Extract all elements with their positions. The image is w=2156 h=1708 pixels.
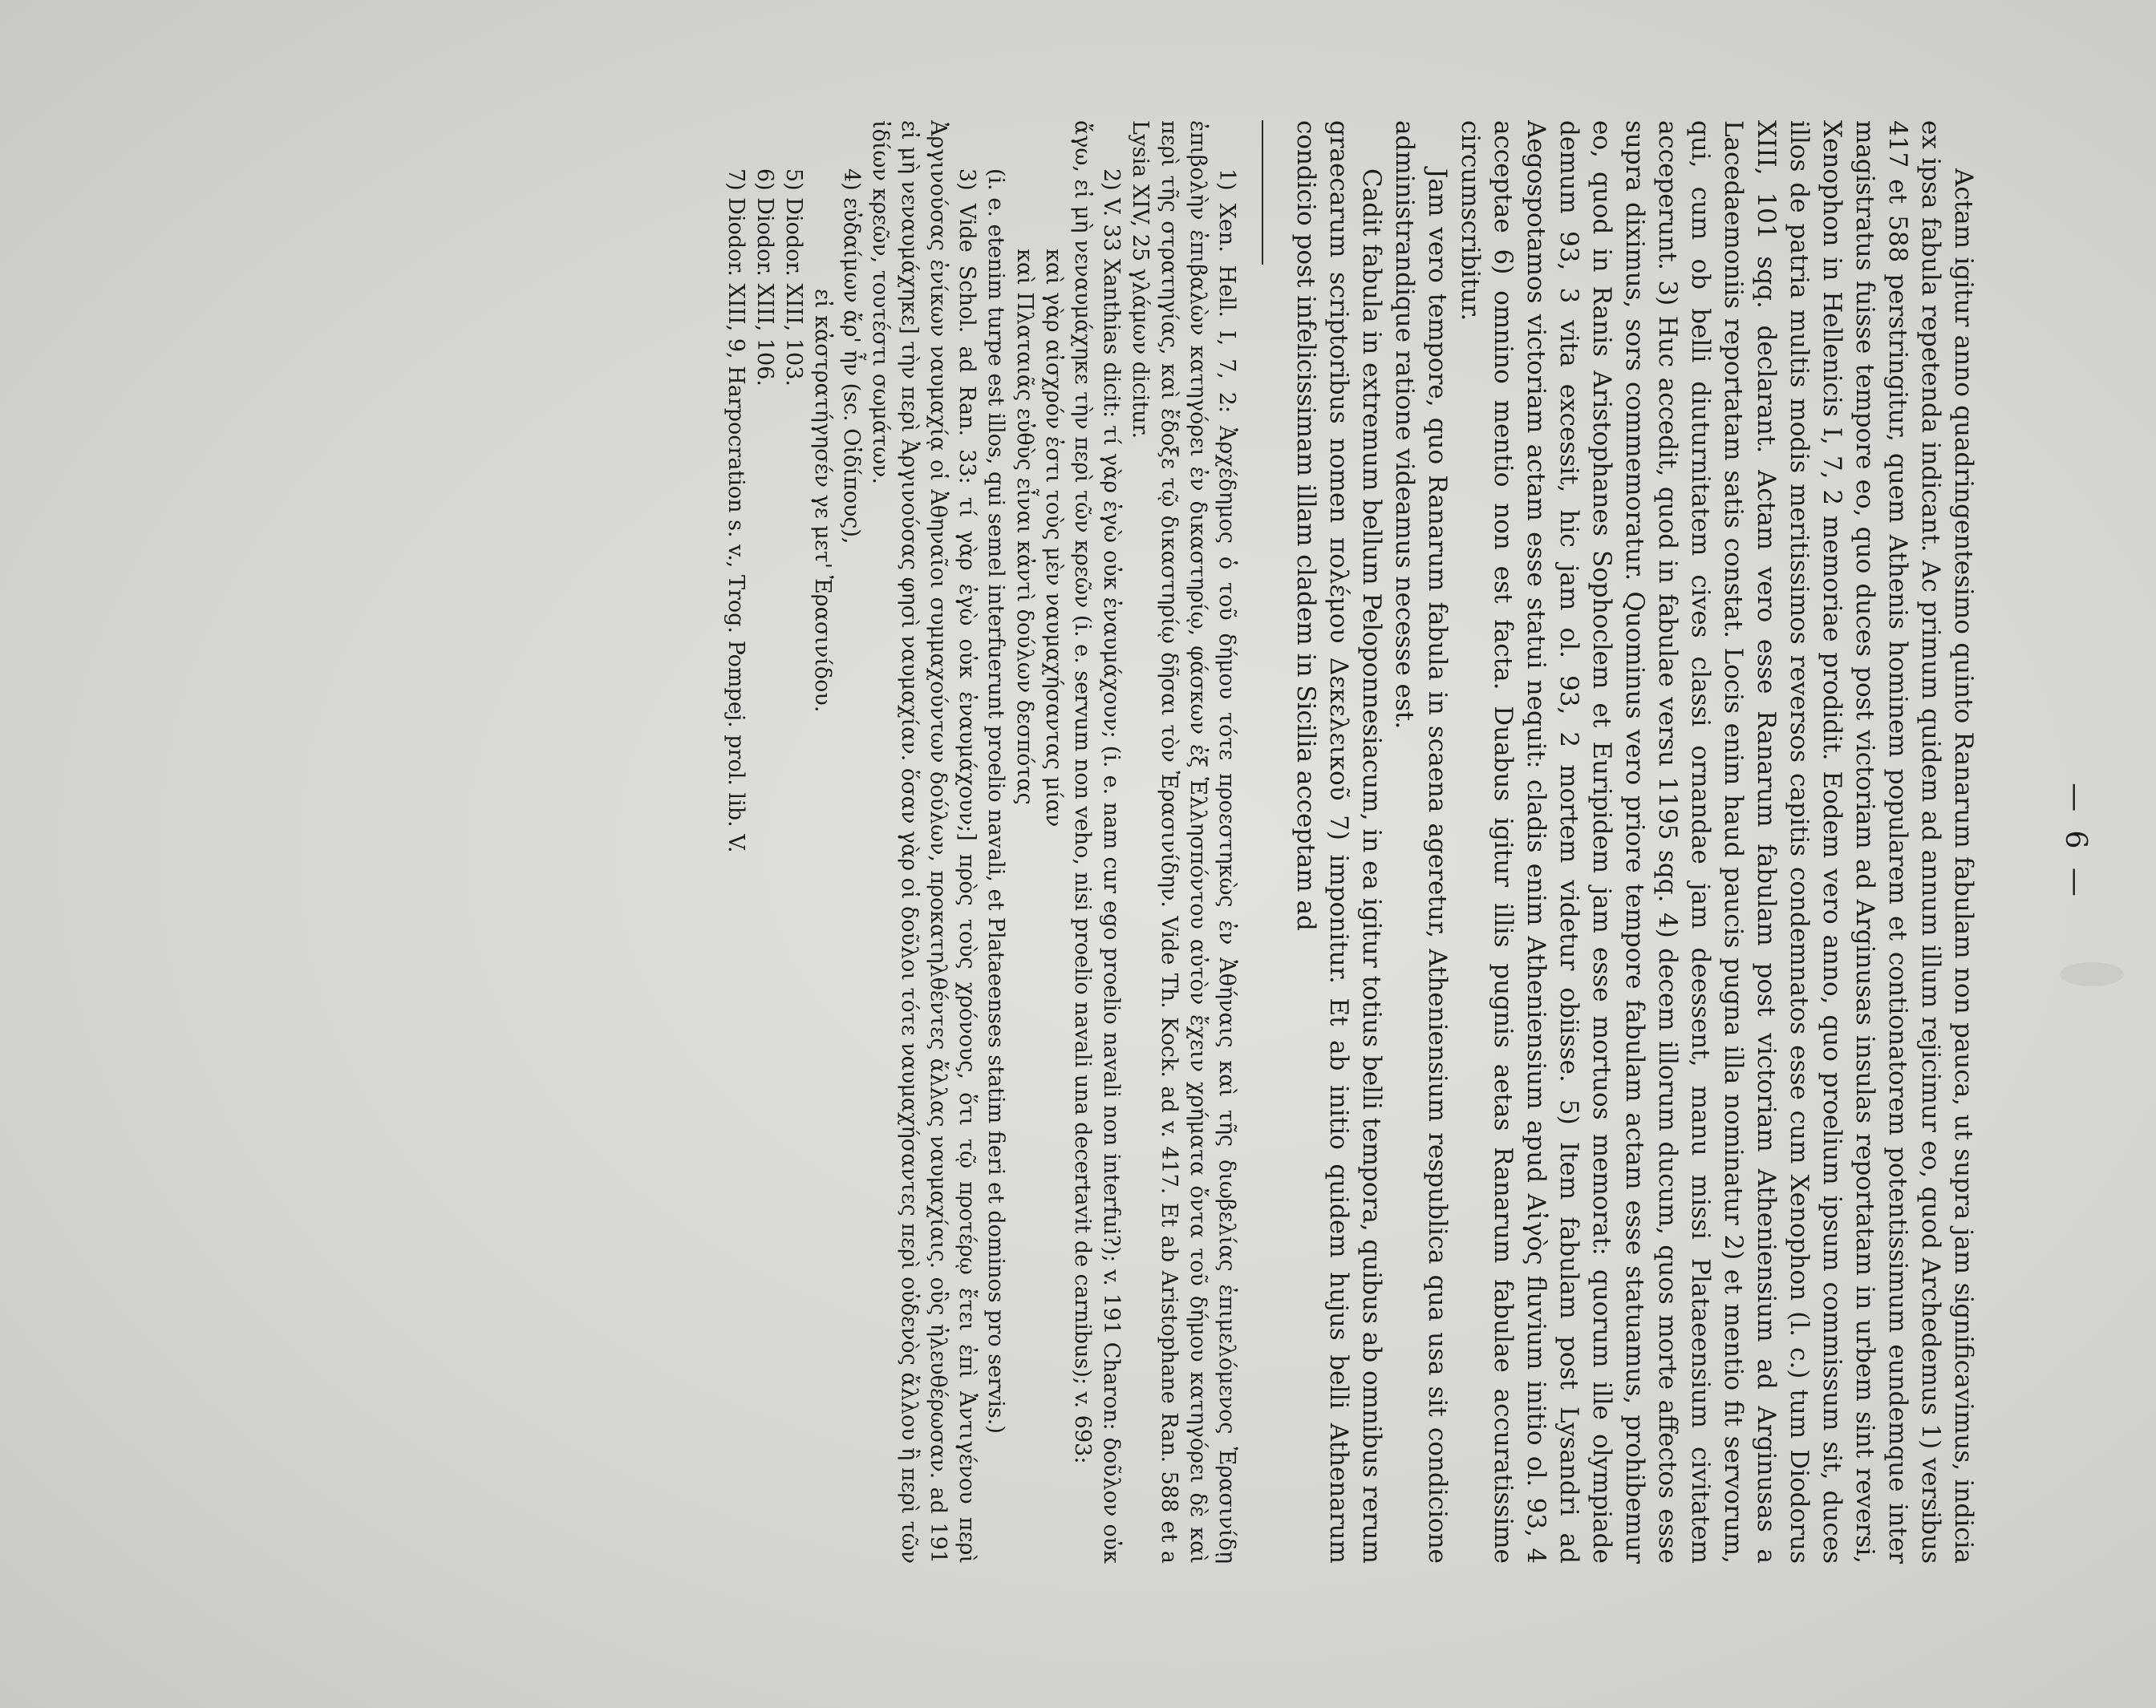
- verse-line: καὶ Πλαταιᾶς εὐθὺς εἶναι κἀντὶ δούλων δεσπότας: [1012, 249, 1037, 805]
- paragraph: Jam vero tempore, quo Ranarum fabula in scaena ageretur, Atheniensium respublica qua usa sit condicione administrandique ratione videamus necesse est.: [1390, 120, 1452, 1564]
- paragraph: Cadit fabula in extremum bellum Peloponnesiacum, in ea igitur totius belli tempora, quibus ab omnibus rerum graecarum scriptoribus nomen πολέμου Δεκελεικοῦ 7) imponitur. Et ab initio quidem hujus belli Athenarum condicio post infelicissimam illam cladem in Sicilia acceptam ad: [1291, 120, 1386, 1564]
- footnote-divider: [1262, 120, 1263, 265]
- footnote: 6) Diodor. XIII, 106.: [752, 168, 777, 387]
- footnote-continuation: (i. e. etenim turpe est illos, qui semel interfuerunt proelio navali, et Plataeenses statim fieri et dominos pro servis.): [983, 168, 1008, 1434]
- body-text: [721, 120, 1980, 1564]
- footnotes: [721, 120, 1241, 1564]
- paragraph: Actam igitur anno quadringentesimo quinto Ranarum fabulam non pauca, ut supra jam significavimus, indicia ex ipsa fabula repetenda indicant. Ac primum quidem ad annum illum rejicimur eo, quod Archedemus 1) versibus 417 et 588 perstringitur, quem Athenis hominem popularem et contionatorem potentissimum eundemque inter magistratus fuisse tempore eo, quo duces post victoriam ad Arginusas insulas reportatam in urbem sint reversi, Xenophon in Hellenicis I, 7, 2 memoriae prodidit. Eodem vero anno, quo proelium ipsum commissum sit, duces illos de patria multis modis meritissimos reversos capitis condemnatos esse cum Xenophon (l. c.) tum Diodorus XIII, 101 sqq. declarant. Actam vero esse Ranarum fabulam post victoriam Atheniensium ad Arginusas a Lacedaemoniis reportatam satis constat. Locis enim haud paucis pugna illa nominatur 2) et mentio fit servorum, qui, cum ob belli diuturnitatem cives classi ornandae jam deessent, manu missi Plataeensium civitatem acceperunt. 3) Huc accedit, quod in fabulae versu 1195 sqq. 4) decem illorum ducum, quos morte affectos esse supra diximus, sors commemoratur. Quominus vero priore tempore fabulam actam esse statuamus, prohibemur eo, quod in Ranis Aristophanes Sophoclem et Euripidem jam esse mortuos memorat: quorum ille olympiade demum 93, 3 vita excessit, hic jam ol. 93, 2 mortem videtur obiisse. 5) Item fabulam post Lysandri ad Aegospotamos victoriam actam esse statui nequit: cladis enim Atheniensium apud Αἰγὸς fluvium initio ol. 93, 4 acceptae 6) omnino mentio non est facta. Duabus igitur illis pugnis aetas Ranarum fabulae accuratissime circumscribitur.: [1456, 120, 1978, 1564]
- verse-line: εἰ κἀστρατήγησέν γε μετ' Ἐρασινίδου.: [810, 289, 835, 713]
- footnote: 2) V. 33 Xanthias dicit: τί γὰρ ἐγὼ οὐκ ἐναυμάχουν; (i. e. nam cur ego proelio navali non interfui?); v. 191 Charon: δοῦλον οὐκ ἄγω, εἰ μὴ νεναυμάχηκε τὴν περὶ τῶν κρεῶν (i. e. servum non veho, nisi proelio navali una decertavit de carnibus); v. 693:: [1070, 120, 1124, 1564]
- footnote: 3) Vide Schol. ad Ran. 33: τί γὰρ ἐγὼ οὐκ ἐναυμάχουν;] πρὸς τοὺς χρόνους, ὅτι τῷ προτέρῳ ἔτει ἐπὶ Ἀντιγένου περὶ Ἀργινούσας ἐνίκων ναυμαχίᾳ οἱ Ἀθηναῖοι συμμαχούντων δούλων, προκατηλθέντες ἄλλας ναυμαχίαις. οὓς ἠλευθέρωσαν. ad 191 εἰ μὴ νεναυμάχηκε] τὴν περὶ Ἀργινούσας φησὶ ναυμαχίαν. ὅσαν γὰρ οἱ δοῦλοι τότε ναυμαχήσαντες περὶ οὐδενὸς ἄλλου ἢ περὶ τῶν ἰδίων κρεῶν, τουτέστι σωμάτων.: [868, 120, 979, 1564]
- page-number: — 6 —: [2059, 783, 2092, 901]
- footnote: 7) Diodor. XIII, 9, Harpocration s. v., Trog. Pompej. prol. lib. V.: [723, 168, 748, 853]
- footnote: 1) Xen. Hell. I, 7, 2: Ἀρχέδημος ὁ τοῦ δήμου τότε προεστηκὼς ἐν Ἀθήναις καὶ τῆς διωβελίας ἐπιμελόμενος Ἐρασινίδῃ ἐπιβολὴν ἐπιβαλὼν κατηγόρει ἐν δικαστηρίῳ, φάσκων ἐξ Ἑλλησπόντου αὐτὸν ἔχειν χρήματα ὄντα τοῦ δήμου κατηγόρει δὲ καὶ περὶ τῆς στρατηγίας, καὶ ἔδοξε τῷ δικαστηρίῳ δῆσαι τὸν Ἐρασινίδην. Vide Th. Kock. ad v. 417. Et ab Aristophane Ran. 588 et a Lysia XIV, 25 γλάμων dicitur.: [1128, 120, 1239, 1564]
- footnote: 5) Diodor. XIII, 103.: [781, 168, 806, 387]
- verse-line: καὶ γὰρ αἰσχρόν ἐστι τοὺς μὲν ναυμαχήσαντας μίαν: [1041, 249, 1066, 828]
- footnote: 4) εὐδαίμων ἄρ' ἦν (sc. Οἰδίπους),: [839, 168, 864, 544]
